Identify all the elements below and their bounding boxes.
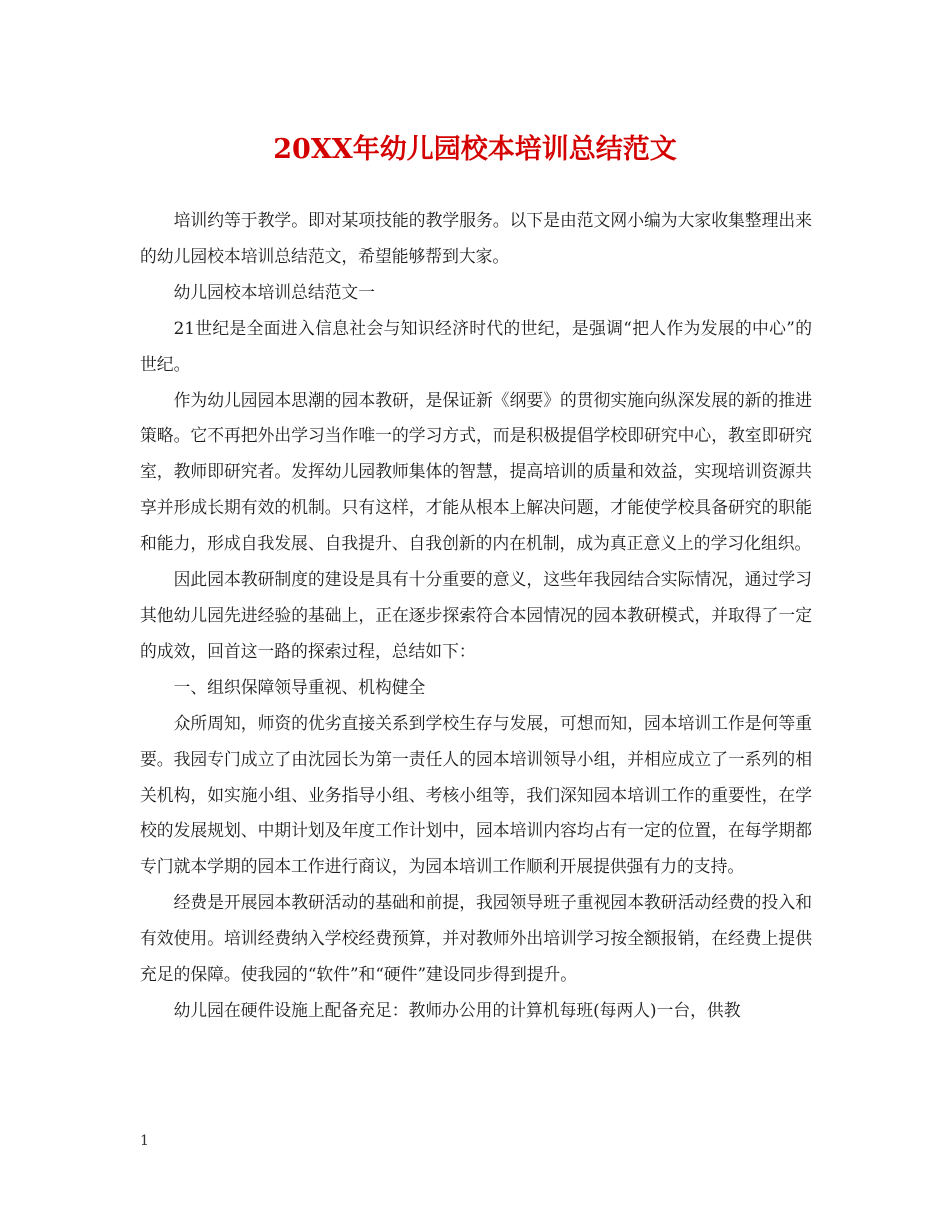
page-number: 1 (140, 1133, 149, 1149)
document-body (140, 203, 812, 1029)
paragraph-subheading: 一、组织保障领导重视、机构健全 (173, 676, 426, 697)
document-title: 20XX年幼儿园校本培训总结范文 (273, 134, 677, 165)
paragraph: 作为幼儿园园本思潮的园本教研，是保证新《纲要》的贯彻实施向纵深发展的新的推进策略。它不再把外出学习当作唯一的学习方式，而是积极提倡学校即研究中心，教室即研究室，教师即研究者。发挥幼儿园教师集体的智慧，提高培训的质量和效益，实现培训资源共享并形成长期有效的机制。只有这样，才能从根本上解决问题，才能使学校具备研究的职能和能力，形成自我发展、自我提升、自我创新的内在机制，成为真正意义上的学习化组织。 (140, 389, 812, 554)
paragraph-section-heading: 幼儿园校本培训总结范文一 (173, 281, 375, 302)
paragraph: 21世纪是全面进入信息社会与知识经济时代的世纪，是强调“把人作为发展的中心”的世纪。 (140, 317, 812, 374)
paragraph: 经费是开展园本教研活动的基础和前提，我园领导班子重视园本教研活动经费的投入和有效使用。培训经费纳入学校经费预算，并对教师外出培训学习按全额报销，在经费上提供充足的保障。使我园的“软件”和“硬件”建设同步得到提升。 (140, 892, 812, 985)
paragraph: 因此园本教研制度的建设是具有十分重要的意义，这些年我园结合实际情况，通过学习其他幼儿园先进经验的基础上，正在逐步探索符合本园情况的园本教研模式，并取得了一定的成效，回首这一路的探索过程，总结如下： (140, 569, 812, 661)
paragraph-intro: 培训约等于教学。即对某项技能的教学服务。以下是由范文网小编为大家收集整理出来的幼儿园校本培训总结范文，希望能够帮到大家。 (140, 210, 812, 266)
paragraph: 幼儿园在硬件设施上配备充足：教师办公用的计算机每班(每两人)一台，供教 (173, 999, 741, 1020)
paragraph: 众所周知，师资的优劣直接关系到学校生存与发展，可想而知，园本培训工作是何等重要。我园专门成立了由沈园长为第一责任人的园本培训领导小组，并相应成立了一系列的相关机构，如实施小组、业务指导小组、考核小组等，我们深知园本培训工作的重要性，在学校的发展规划、中期计划及年度工作计划中，园本培训内容均占有一定的位置，在每学期都专门就本学期的园本工作进行商议，为园本培训工作顺利开展提供强有力的支持。 (140, 712, 812, 877)
